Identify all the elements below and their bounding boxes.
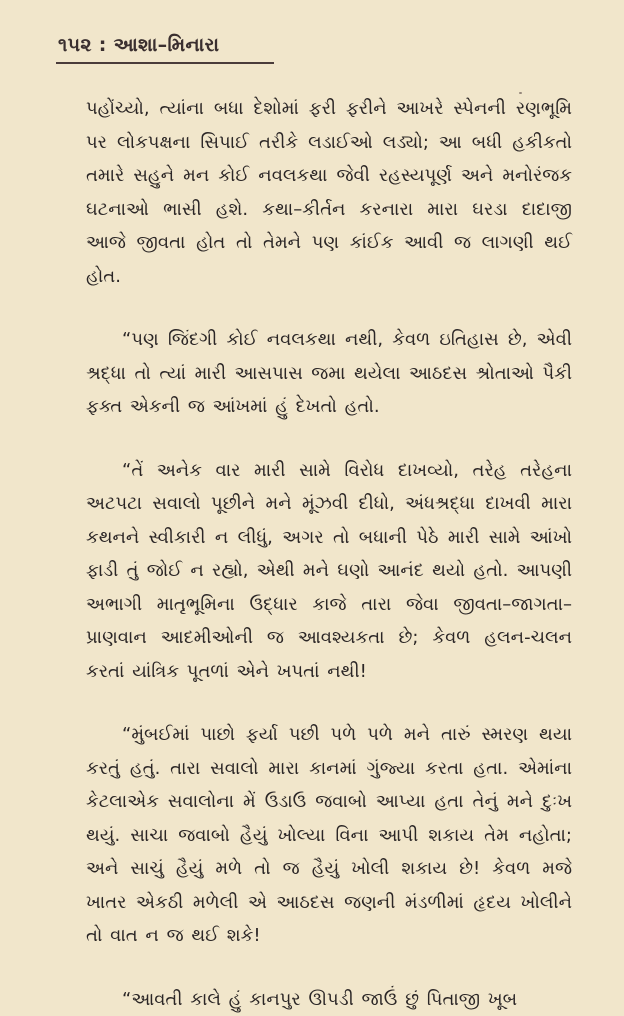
paragraph: પહોંચ્યો, ત્યાંના બધા દેશોમાં ફરી ફરીને આખરે સ્પેનની રણભૂમિ પર લોકપક્ષના સિપાઈ તરીકે લડાઈઓ લડ્યો; આ બધી હકીકતો તમારે સહુને મન કોઈ નવલકથા જેવી રહસ્યપૂર્ણ અને મનોરંજક ઘટનાઓ ભાસી હશે. કથા–કીર્તન કરનારા મારા ઘરડા દાદાજી આજે જીવતા હોત તો તેમને પણ કાંઈક આવી જ લાગણી થઈ હોત.: [86, 92, 572, 293]
header-underline: [56, 62, 274, 64]
body-text: [86, 92, 572, 1016]
paragraph: “તેં અનેક વાર મારી સામે વિરોધ દાખવ્યો, તરેહ તરેહના અટપટા સવાલો પૂછીને મને મૂંઝવી દીધો, અંધશ્રદ્ધા દાખવી મારા કથનને સ્વીકારી ન લીધું, અગર તો બધાની પેઠે મારી સામે આંખો ફાડી તું જોઈ ન રહ્યો, એથી મને ઘણો આનંદ થયો હતો. આપણી અભાગી માતૃભૂમિના ઉદ્ધાર કાજે તારા જેવા જીવતા–જાગતા–પ્રાણવાન આદમીઓની જ આવશ્યકતા છે; કેવળ હલન-ચલન કરતાં યાંત્રિક પૂતળાં એને ખપતાં નથી!: [86, 454, 572, 689]
running-header: ૧૫૨ : આશા–મિનારા: [58, 34, 219, 56]
paragraph: “મુંબઈમાં પાછો ફર્યા પછી પળે પળે મને તારું સ્મરણ થયા કરતું હતું. તારા સવાલો મારા કાનમાં ગુંજ્યા કરતા હતા. એમાંના કેટલાએક સવાલોના મેં ઉડાઉ જવાબો આપ્યા હતા તેનું મને દુઃખ થયું. સાચા જવાબો હૈયું ખોલ્યા વિના આપી શકાય તેમ નહોતા; અને સાચું હૈયું મળે તો જ હૈયું ખોલી શકાય છે! કેવળ મજે ખાતર એકઠી મળેલી એ આઠદસ જણની મંડળીમાં હૃદય ખોલીને તો વાત ન જ થઈ શકે!: [86, 718, 572, 953]
paragraph: “પણ જિંદગી કોઈ નવલકથા નથી, કેવળ ઇતિહાસ છે, એવી શ્રદ્ધા તો ત્યાં મારી આસપાસ જમા થયેલા આઠદસ શ્રોતાઓ પૈકી ફક્ત એકની જ આંખમાં હું દેખતો હતો.: [86, 323, 572, 424]
paragraph: “આવતી કાલે હું કાનપુર ઊપડી જાઉં છું પિતાજી ખૂબ: [86, 983, 572, 1016]
